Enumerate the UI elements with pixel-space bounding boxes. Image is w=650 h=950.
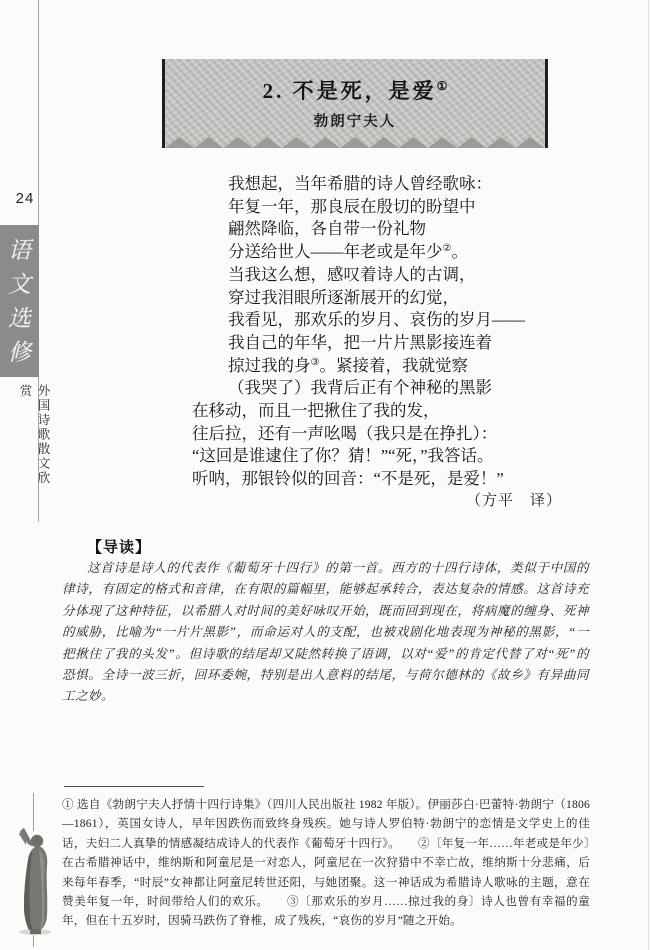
poem-line: 年复一年，那良辰在殷切的盼望中 [228, 196, 476, 216]
footnote-separator-rule [64, 786, 204, 787]
poem-line: “这回是谁逮住了你？猜！”“死，”我答话。 [192, 446, 494, 466]
footnote-entry: ③〔那欢乐的岁月……掠过我的身〕诗人也曾有幸福的童年，但在十五岁时，因骑马跌伤了脊椎，成了残疾，“哀伤的岁月”随之开始。 [62, 895, 590, 928]
poem-line: 往后拉，还有一声吆喝（我只是在挣扎）： [192, 423, 498, 443]
poem [192, 173, 592, 491]
poem-line: 掠过我的身③。紧接着，我就觉察 [228, 355, 468, 375]
footnote-entry: ②〔年复一年……年老或是年少〕在古希腊神话中，维纳斯和阿童尼是一对恋人，阿童尼在一次狩猎中不幸亡故，维纳斯十分悲痛，后来每年春季，“时辰”女神都让阿童尼转世还阳，与她团聚。这一神话成为希腊诗人歌咏的主题，意在赞美年复一年，时间带给人们的欢乐。 [62, 836, 591, 909]
poem-line: 翩然降临，各自带一份礼物 [228, 219, 426, 239]
translator-credit: （方平 译） [465, 493, 562, 509]
series-title-block [0, 225, 39, 377]
poem-line: 听呐，那银铃似的回音：“不是死，是爱！” [192, 469, 504, 489]
poem-line: 在移动，而且一把揪住了我的发， [192, 401, 440, 421]
poem-line: 穿过我泪眼所逐渐展开的幻觉， [228, 287, 459, 307]
lesson-title-text: 2. 不是死，是爱 [262, 79, 437, 103]
poem-line: （我哭了）我背后正有个神秘的黑影 [228, 378, 492, 398]
poem-line: 当我这么想，感叹着诗人的古调， [228, 264, 476, 284]
poem-line: 我想起，当年希腊的诗人曾经歌咏： [228, 174, 492, 193]
series-title-char: 语 [8, 237, 31, 263]
statue-photo [6, 820, 64, 938]
poem-line: 我看见，那欢乐的岁月、哀伤的岁月—— [228, 310, 525, 330]
poem-line: 我自己的年华，把一片片黑影接连着 [228, 332, 492, 352]
footnotes [62, 795, 590, 931]
zigzag-border-icon [165, 136, 545, 148]
page-right-edge [648, 0, 649, 950]
subseries-title: 外国诗歌散文欣赏 [18, 384, 50, 486]
series-title-char: 选 [8, 305, 31, 331]
guide-section-label: 【导读】 [87, 539, 152, 556]
guide-section-body: 这首诗是诗人的代表作《葡萄牙十四行》的第一首。西方的十四行诗体，类似于中国的律诗，有固定的格式和音律，在有限的篇幅里，能够起承转合，表达复杂的情感。这首诗充分体现了这种特征，以希腊人对时间的美好咏叹开始，既而回到现在，将病魔的缠身、死神的威胁，比喻为“一片片黑影”，而命运对人的支配，也被戏剧化地表现为神秘的黑影，“一把揪住了我的头发”。但诗歌的结尾却又陡然转换了语调，以对“爱”的肯定代替了对“死”的恐惧。全诗一波三折，回环委婉，特别是出人意料的结尾，与荷尔德林的《故乡》有异曲同工之妙。 [62, 561, 589, 704]
series-title-char: 修 [8, 339, 31, 365]
lesson-banner [162, 59, 548, 148]
poem-line: 分送给世人——年老或是年少②。 [228, 242, 468, 262]
page-number: 24 [15, 190, 35, 207]
lesson-title [165, 80, 545, 103]
title-footnote-ref: ① [436, 79, 448, 93]
footnote-entry: ① 选自《勃朗宁夫人抒情十四行诗集》（四川人民出版社 1982 年版）。伊丽莎白·巴蕾特·勃朗宁（1806—1861），英国女诗人，早年因跌伤而致终身残疾。她与诗人罗伯特·勃朗宁的恋情是文学史上的佳话，夫妇二人真挚的情感凝结成诗人的代表作《葡萄牙十四行》。 [62, 798, 590, 850]
series-title-char: 文 [8, 271, 31, 297]
lesson-author: 勃朗宁夫人 [313, 114, 397, 131]
